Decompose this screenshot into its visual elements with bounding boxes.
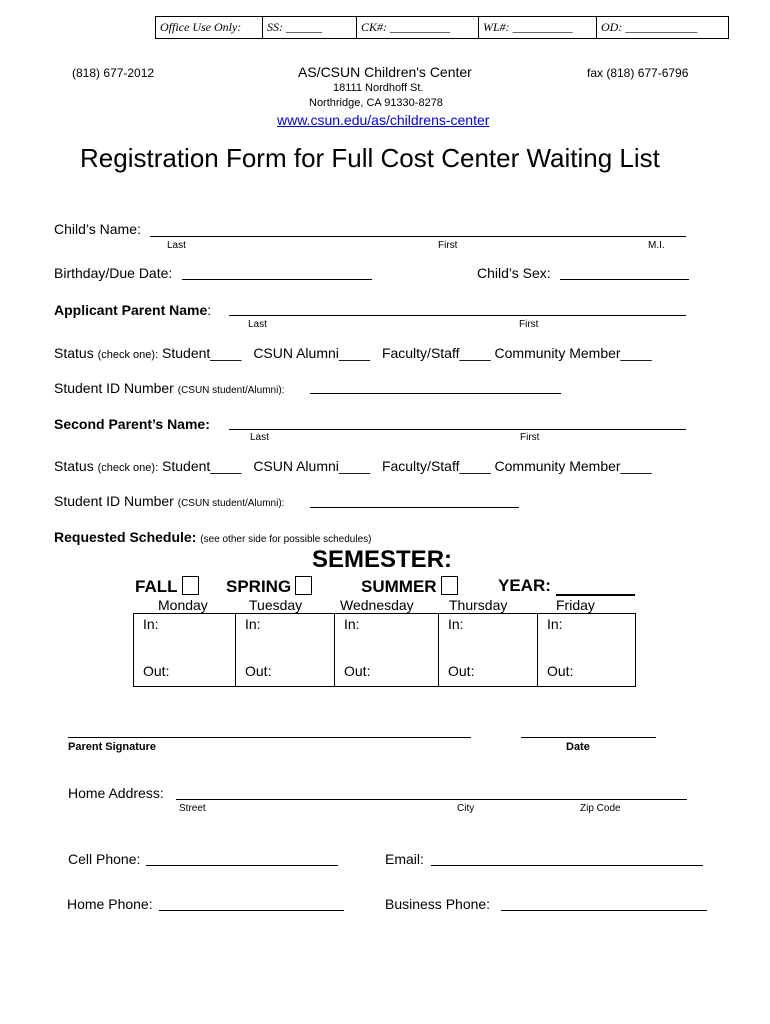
child-mi-caption: M.I. [648,240,665,251]
business-phone-label: Business Phone: [385,896,491,912]
summer-option[interactable] [361,576,458,597]
status-row-2 [54,458,652,474]
status-hint-2: (check one): [97,462,159,474]
fall-label: FALL [135,577,178,596]
fall-option[interactable] [135,576,199,597]
day-heading-wednesday: Wednesday [340,597,414,613]
header-org: AS/CSUN Children's Center [298,64,472,80]
header-phone: (818) 677-2012 [72,66,155,80]
parent1-last-caption: Last [248,319,267,330]
student-id-field-2[interactable] [310,507,519,508]
status-label-2: Status [54,458,94,474]
student-id-row-2 [54,493,284,509]
status-community-option[interactable]: Community Member____ [494,345,652,361]
status-faculty-option[interactable]: Faculty/Staff____ [381,345,491,361]
home-phone-label: Home Phone: [67,896,153,912]
parent2-first-caption: First [520,432,540,443]
semester-heading: SEMESTER: [312,546,453,573]
in-label: In: [245,616,261,632]
in-label: In: [448,616,464,632]
out-label: Out: [448,663,475,679]
office-od-field[interactable]: OD: ____________ [596,17,728,38]
email-label: Email: [385,851,424,867]
student-id-label: Student ID Number [54,380,174,396]
header-street: 18111 Nordhoff St. [333,82,424,94]
spring-checkbox[interactable] [295,576,312,595]
in-label: In: [344,616,360,632]
office-ck-field[interactable]: CK#: __________ [356,17,478,38]
date-caption: Date [566,741,590,753]
requested-schedule-label: Requested Schedule: [54,529,197,545]
requested-schedule-row [54,529,371,545]
schedule-cell-tuesday[interactable] [235,614,334,686]
status-student-option[interactable]: Student____ [162,345,242,361]
year-label: YEAR: [498,576,551,595]
summer-checkbox[interactable] [441,576,458,595]
home-address-field[interactable] [176,799,687,800]
birthday-field[interactable] [182,279,372,280]
address-city-caption: City [457,803,475,814]
student-id-hint-2: (CSUN student/Alumni): [177,498,285,509]
status-hint: (check one): [97,349,159,361]
child-first-caption: First [438,240,458,251]
student-id-hint: (CSUN student/Alumni): [177,385,285,396]
status-row-1 [54,345,652,361]
schedule-cell-thursday[interactable] [438,614,537,686]
status-faculty-option-2[interactable]: Faculty/Staff____ [381,458,491,474]
page-title: Registration Form for Full Cost Center Waiting List [80,143,660,173]
address-zip-caption: Zip Code [580,803,621,814]
out-label: Out: [547,663,574,679]
home-phone-field[interactable] [159,910,344,911]
office-use-box [155,16,729,39]
cell-phone-field[interactable] [146,865,338,866]
student-id-label-2: Student ID Number [54,493,174,509]
child-sex-label: Child’s Sex: [477,265,551,281]
status-alumni-option[interactable]: CSUN Alumni____ [253,345,371,361]
spring-label: SPRING [226,577,292,596]
office-ss-field[interactable]: SS: ______ [262,17,356,38]
child-name-field[interactable] [150,236,686,237]
email-field[interactable] [431,865,703,866]
student-id-row-1 [54,380,284,396]
spring-option[interactable] [226,576,312,597]
status-label: Status [54,345,94,361]
requested-schedule-hint: (see other side for possible schedules) [200,534,372,545]
status-community-option-2[interactable]: Community Member____ [494,458,652,474]
day-heading-tuesday: Tuesday [249,597,303,613]
home-address-label: Home Address: [68,785,164,801]
day-heading-friday: Friday [556,597,595,613]
student-id-field-1[interactable] [310,393,561,394]
schedule-cell-wednesday[interactable] [334,614,438,686]
office-wl-field[interactable]: WL#: __________ [478,17,596,38]
out-label: Out: [344,663,371,679]
second-parent-label: Second Parent’s Name: [54,416,210,432]
second-parent-field[interactable] [229,429,686,430]
summer-label: SUMMER [361,577,437,596]
parent-signature-field[interactable] [68,737,471,738]
schedule-cell-monday[interactable] [134,614,235,686]
child-name-label: Child’s Name: [54,221,141,237]
out-label: Out: [143,663,170,679]
child-last-caption: Last [167,240,186,251]
fall-checkbox[interactable] [182,576,199,595]
in-label: In: [143,616,159,632]
status-alumni-option-2[interactable]: CSUN Alumni____ [253,458,371,474]
parent1-first-caption: First [519,319,539,330]
applicant-parent-label: Applicant Parent Name: [54,302,212,318]
parent-signature-caption: Parent Signature [68,741,157,753]
schedule-cell-friday[interactable] [537,614,635,686]
schedule-table [133,613,636,687]
status-student-option-2[interactable]: Student____ [162,458,242,474]
day-heading-monday: Monday [158,597,208,613]
header-city: Northridge, CA 91330-8278 [309,97,443,109]
in-label: In: [547,616,563,632]
address-street-caption: Street [179,803,206,814]
parent2-last-caption: Last [250,432,269,443]
birthday-label: Birthday/Due Date: [54,265,173,281]
business-phone-field[interactable] [501,910,707,911]
applicant-parent-field[interactable] [229,315,686,316]
office-use-label: Office Use Only: [160,20,242,34]
day-heading-thursday: Thursday [449,597,508,613]
header-url-link[interactable]: www.csun.edu/as/childrens-center [277,112,490,128]
out-label: Out: [245,663,272,679]
cell-phone-label: Cell Phone: [68,851,141,867]
header-fax: fax (818) 677-6796 [587,66,689,80]
child-sex-field[interactable] [560,279,689,280]
date-field[interactable] [521,737,656,738]
year-field[interactable] [556,594,635,596]
